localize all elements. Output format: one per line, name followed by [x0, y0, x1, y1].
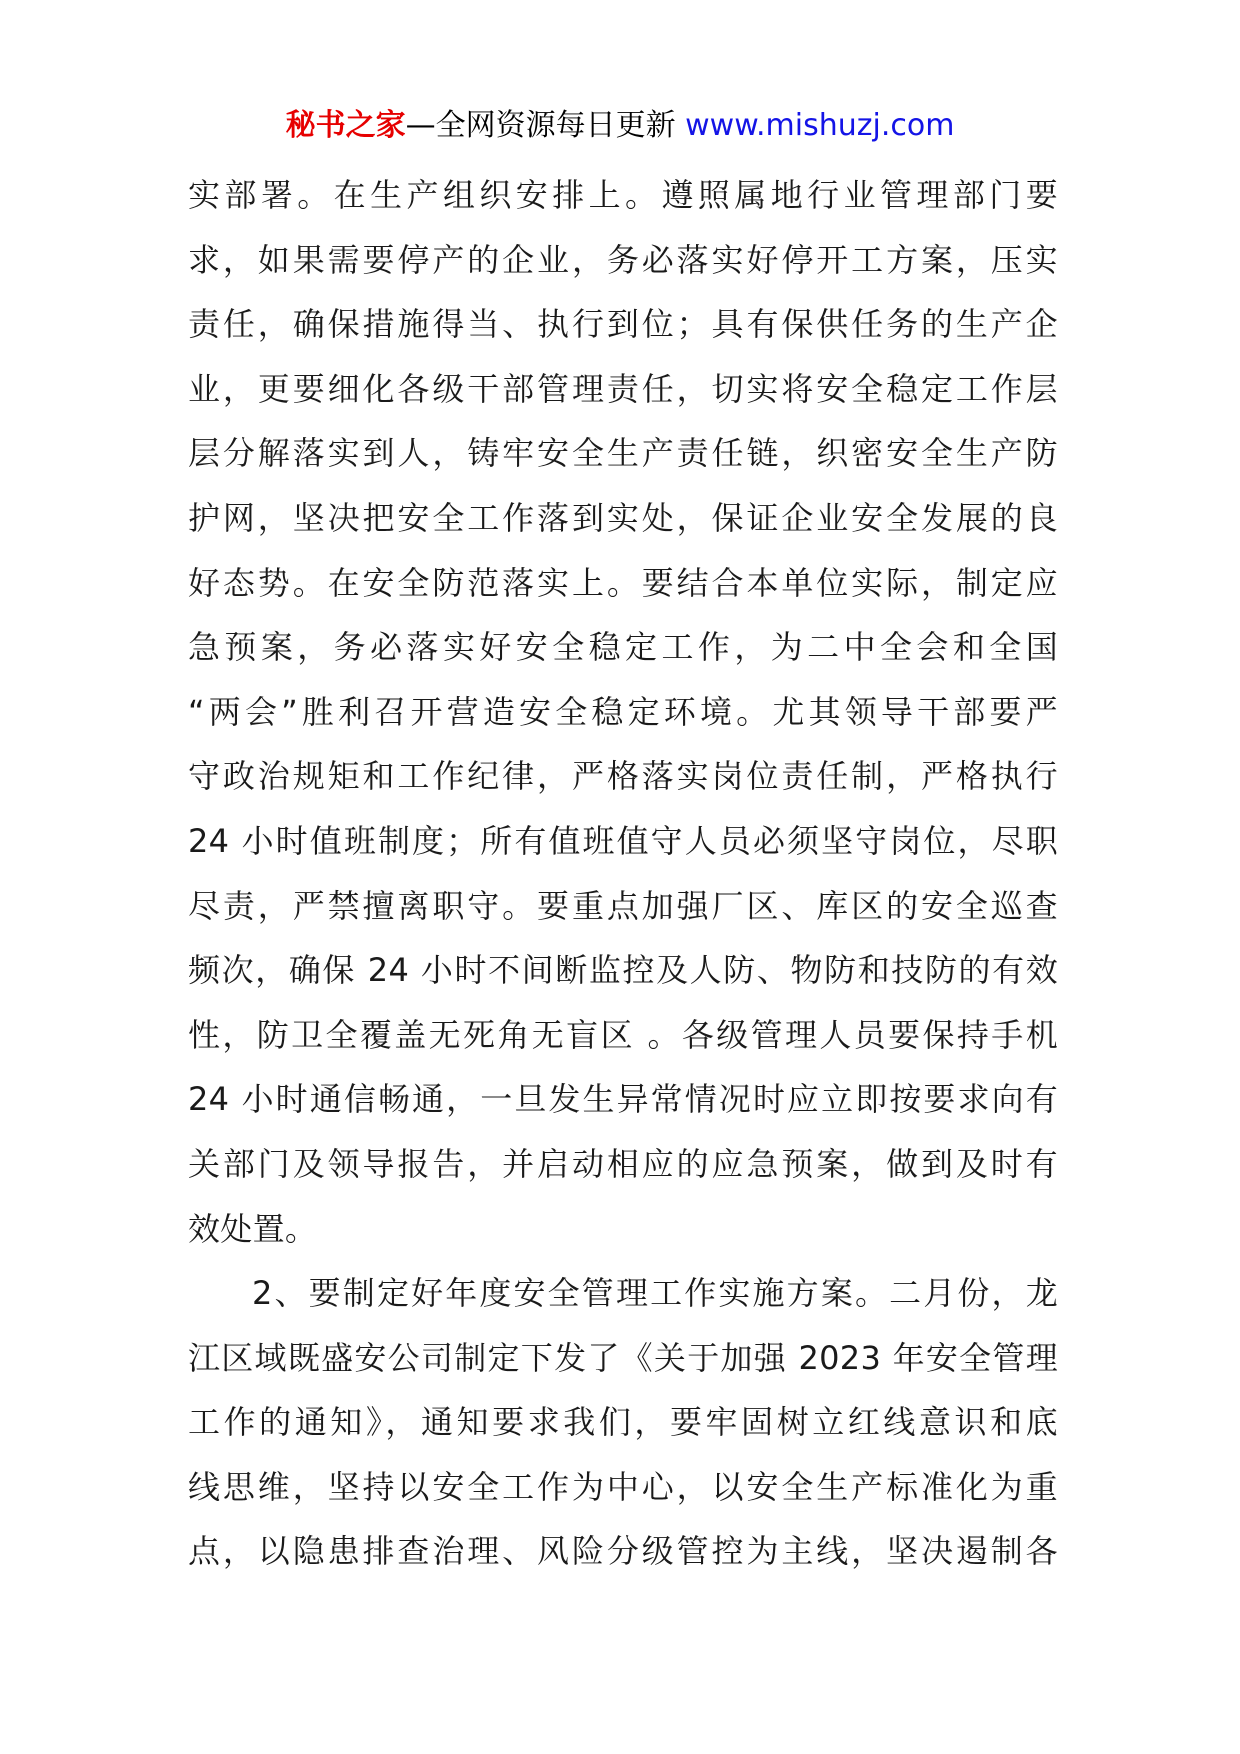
text-line: 频次，确保 24 小时不间断监控及人防、物防和技防的有效 — [188, 951, 1058, 990]
text-line: 业，更要细化各级干部管理责任，切实将安全稳定工作层 — [188, 369, 1058, 408]
text-line: 护网，坚决把安全工作落到实处，保证企业安全发展的良 — [188, 498, 1058, 537]
document-body — [188, 163, 1058, 1584]
text-line: 点，以隐患排查治理、风险分级管控为主线，坚决遏制各 — [188, 1532, 1058, 1571]
text-line: 线思维，坚持以安全工作为中心，以安全生产标准化为重 — [188, 1467, 1058, 1506]
text-line: 求，如果需要停产的企业，务必落实好停开工方案，压实 — [188, 240, 1058, 279]
paragraph-1 — [188, 163, 1058, 1261]
text-line: 江区域既盛安公司制定下发了《关于加强 2023 年安全管理 — [188, 1338, 1058, 1377]
text-line: “两会”胜利召开营造安全稳定环境。尤其领导干部要严 — [188, 692, 1058, 731]
text-line: 急预案，务必落实好安全稳定工作，为二中全会和全国 — [188, 628, 1058, 667]
text-line: 守政治规矩和工作纪律，严格落实岗位责任制，严格执行 — [188, 757, 1058, 796]
text-line: 关部门及领导报告，并启动相应的应急预案，做到及时有 — [188, 1144, 1058, 1183]
text-line: 2、要制定好年度安全管理工作实施方案。二月份，龙 — [252, 1274, 1058, 1313]
header-brand: 秘书之家 — [285, 108, 406, 143]
text-line: 尽责，严禁擅离职守。要重点加强厂区、库区的安全巡查 — [188, 886, 1058, 925]
text-line: 工作的通知》，通知要求我们，要牢固树立红线意识和底 — [188, 1403, 1058, 1442]
text-line: 性，防卫全覆盖无死角无盲区 。各级管理人员要保持手机 — [188, 1015, 1058, 1054]
text-line: 24 小时通信畅通，一旦发生异常情况时应立即按要求向有 — [188, 1080, 1058, 1119]
header-url-link[interactable]: www.mishuzj.com — [685, 108, 955, 143]
text-line: 24 小时值班制度；所有值班值守人员必须坚守岗位，尽职 — [188, 821, 1058, 860]
paragraph-2 — [188, 1261, 1058, 1584]
text-line: 好态势。在安全防范落实上。要结合本单位实际，制定应 — [188, 563, 1058, 602]
text-line: 实部署。在生产组织安排上。遵照属地行业管理部门要 — [188, 176, 1058, 214]
text-line: 效处置。 — [188, 1209, 318, 1248]
page-header — [0, 100, 1240, 152]
text-line: 层分解落实到人，铸牢安全生产责任链，织密安全生产防 — [188, 434, 1058, 473]
text-line: 责任，确保措施得当、执行到位；具有保供任务的生产企 — [188, 305, 1058, 344]
header-tagline: —全网资源每日更新 — [405, 108, 676, 143]
